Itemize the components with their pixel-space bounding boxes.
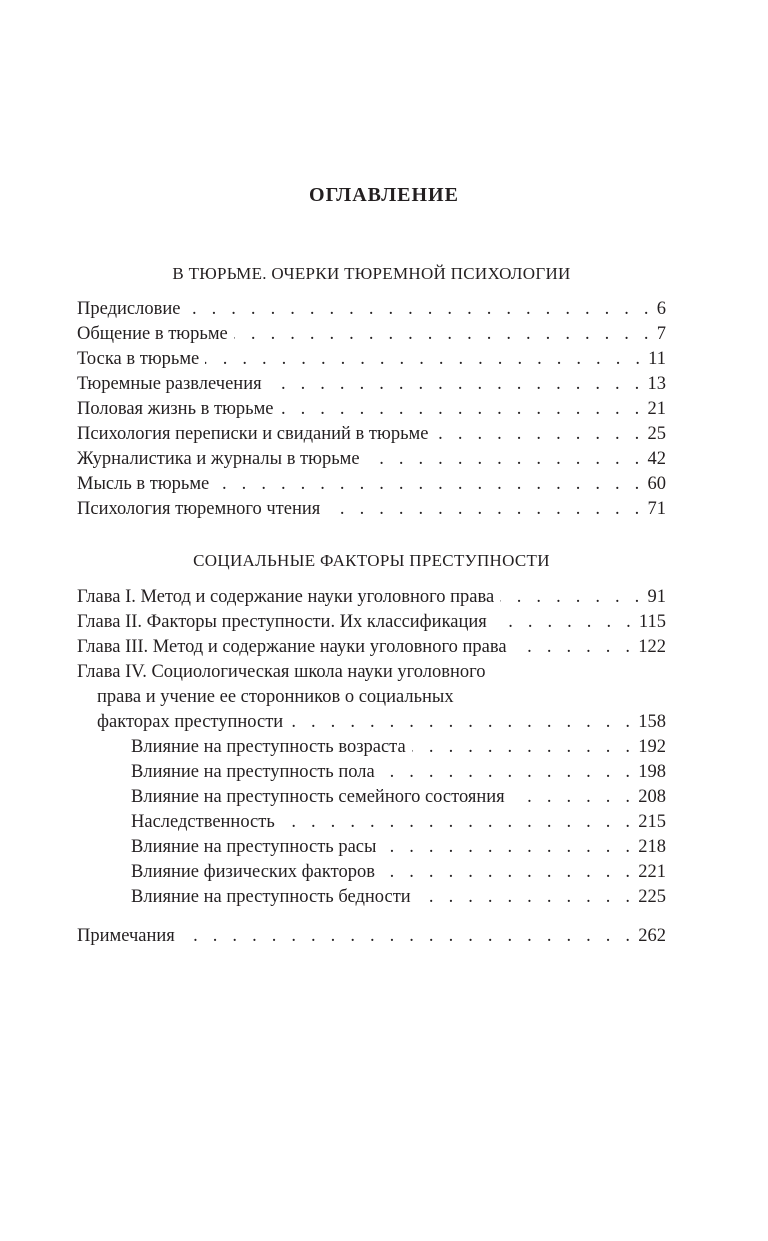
entry-page-number: 221 bbox=[638, 862, 666, 882]
toc-entry bbox=[77, 297, 666, 322]
dot-leader bbox=[434, 422, 644, 447]
toc-subentry bbox=[77, 735, 666, 760]
entry-title: Половая жизнь в тюрьме bbox=[77, 399, 274, 419]
toc-subentry bbox=[77, 785, 666, 810]
dot-leader bbox=[500, 585, 644, 610]
toc-entry-chapter-2 bbox=[77, 610, 666, 635]
toc-entry bbox=[77, 322, 666, 347]
entry-title: Влияние на преступность семейного состояния bbox=[131, 787, 505, 807]
toc-entry bbox=[77, 372, 666, 397]
toc-entry-chapter-3 bbox=[77, 635, 666, 660]
toc-entry bbox=[77, 397, 666, 422]
chapter-4-title-line-1: Глава IV. Социологическая школа науки уголовного bbox=[77, 662, 486, 682]
entry-title: Влияние физических факторов bbox=[131, 862, 375, 882]
toc-list-notes bbox=[77, 924, 666, 949]
entry-title: Наследственность bbox=[131, 812, 275, 832]
entry-page-number: 6 bbox=[656, 299, 666, 319]
dot-leader bbox=[326, 497, 644, 522]
entry-title: Влияние на преступность возраста bbox=[131, 737, 406, 757]
toc-entry bbox=[77, 447, 666, 472]
toc-entry bbox=[77, 347, 666, 372]
entry-title: Глава III. Метод и содержание науки уголовного права bbox=[77, 637, 507, 657]
entry-page-number: 7 bbox=[656, 324, 666, 344]
toc-subentry bbox=[77, 835, 666, 860]
toc-entry bbox=[77, 497, 666, 522]
entry-title: Психология тюремного чтения bbox=[77, 499, 321, 519]
dot-leader bbox=[417, 885, 636, 910]
toc-title: ОГЛАВЛЕНИЕ bbox=[309, 184, 459, 206]
dot-leader bbox=[205, 347, 645, 372]
toc-subentry bbox=[77, 860, 666, 885]
dot-leader bbox=[366, 447, 645, 472]
dot-leader bbox=[215, 472, 644, 497]
part-heading-prison: В ТЮРЬМЕ. ОЧЕРКИ ТЮРЕМНОЙ ПСИХОЛОГИИ bbox=[172, 264, 571, 283]
entry-page-number: 215 bbox=[638, 812, 666, 832]
toc-entry-chapter-4 bbox=[77, 710, 666, 735]
toc-list-social-factors bbox=[77, 585, 666, 910]
entry-title: Глава II. Факторы преступности. Их классификация bbox=[77, 612, 487, 632]
part-heading-social-factors: СОЦИАЛЬНЫЕ ФАКТОРЫ ПРЕСТУПНОСТИ bbox=[193, 551, 550, 570]
entry-page-number: 11 bbox=[648, 349, 666, 369]
entry-title: Влияние на преступность пола bbox=[131, 762, 375, 782]
entry-title: Журналистика и журналы в тюрьме bbox=[77, 449, 360, 469]
dot-leader bbox=[281, 810, 635, 835]
entry-page-number: 42 bbox=[647, 449, 666, 469]
chapter-4-title-line-2: права и учение ее сторонников о социальных bbox=[97, 687, 454, 707]
dot-leader bbox=[513, 635, 636, 660]
entry-page-number: 21 bbox=[647, 399, 666, 419]
dot-leader bbox=[412, 735, 636, 760]
dot-leader bbox=[381, 760, 636, 785]
toc-entry bbox=[77, 472, 666, 497]
entry-page-number: 262 bbox=[638, 926, 666, 946]
dot-leader bbox=[381, 860, 635, 885]
dot-leader bbox=[382, 835, 635, 860]
entry-page-number: 198 bbox=[638, 762, 666, 782]
entry-title: Мысль в тюрьме bbox=[77, 474, 210, 494]
dot-leader bbox=[280, 397, 645, 422]
dot-leader bbox=[511, 785, 636, 810]
entry-page-number: 71 bbox=[647, 499, 666, 519]
entry-page-number: 25 bbox=[647, 424, 666, 444]
entry-page-number: 208 bbox=[638, 787, 666, 807]
entry-page-number: 91 bbox=[647, 587, 666, 607]
entry-title: факторах преступности bbox=[97, 712, 284, 732]
toc-entry-chapter-1 bbox=[77, 585, 666, 610]
toc-entry-notes bbox=[77, 924, 666, 949]
entry-title: Общение в тюрьме bbox=[77, 324, 228, 344]
entry-title: Тюремные развлечения bbox=[77, 374, 262, 394]
dot-leader bbox=[493, 610, 636, 635]
toc-subentry bbox=[77, 885, 666, 910]
toc-subentry bbox=[77, 760, 666, 785]
dot-leader bbox=[289, 710, 635, 735]
dot-leader bbox=[181, 924, 635, 949]
entry-page-number: 60 bbox=[647, 474, 666, 494]
entry-title: Влияние на преступность расы bbox=[131, 837, 377, 857]
dot-leader bbox=[186, 297, 653, 322]
entry-page-number: 158 bbox=[638, 712, 666, 732]
entry-title: Примечания bbox=[77, 926, 175, 946]
entry-title: Психология переписки и свиданий в тюрьме bbox=[77, 424, 429, 444]
toc-list-prison bbox=[77, 297, 666, 522]
entry-page-number: 115 bbox=[638, 612, 666, 632]
entry-page-number: 122 bbox=[638, 637, 666, 657]
entry-title: Глава I. Метод и содержание науки уголовного права bbox=[77, 587, 495, 607]
entry-page-number: 225 bbox=[638, 887, 666, 907]
entry-page-number: 218 bbox=[638, 837, 666, 857]
entry-page-number: 13 bbox=[647, 374, 666, 394]
entry-title: Тоска в тюрьме bbox=[77, 349, 200, 369]
entry-title: Предисловие bbox=[77, 299, 181, 319]
dot-leader bbox=[268, 372, 645, 397]
entry-page-number: 192 bbox=[638, 737, 666, 757]
dot-leader bbox=[234, 322, 654, 347]
toc-entry bbox=[77, 422, 666, 447]
toc-subentry bbox=[77, 810, 666, 835]
entry-title: Влияние на преступность бедности bbox=[131, 887, 411, 907]
